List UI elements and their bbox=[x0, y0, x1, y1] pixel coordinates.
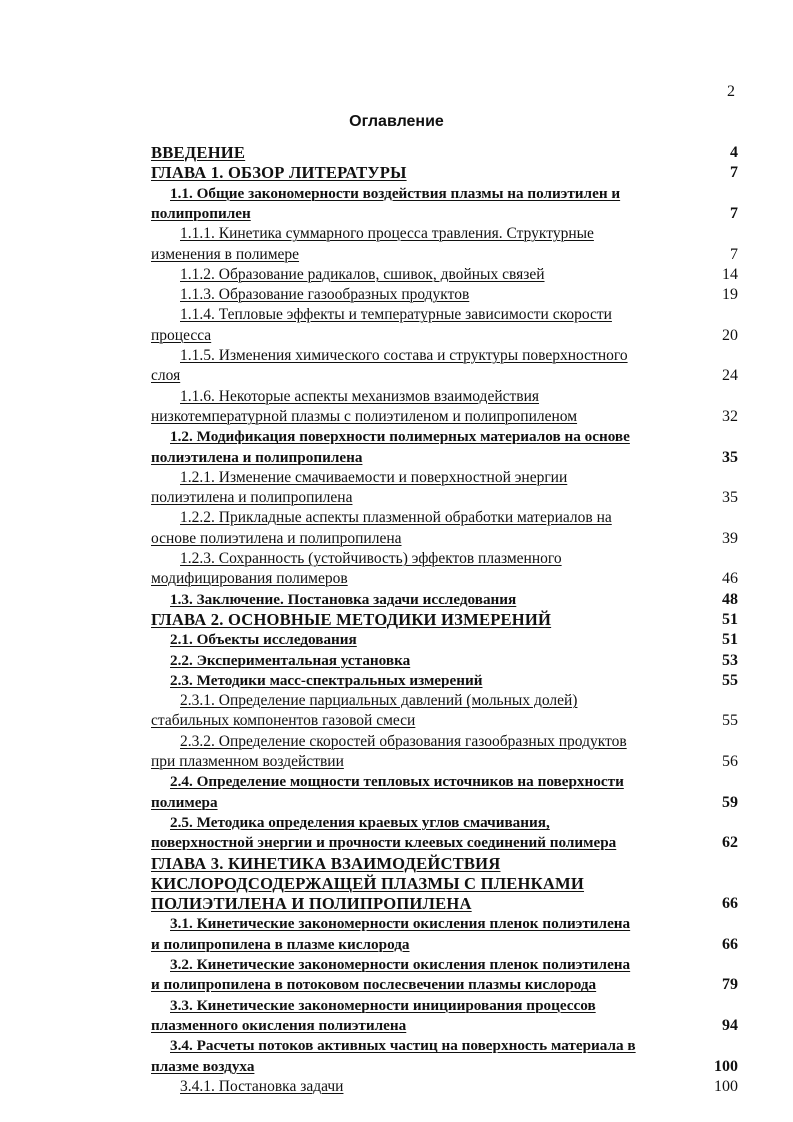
toc-line bbox=[0, 671, 793, 691]
toc-entry-text[interactable]: слоя bbox=[151, 367, 181, 385]
toc-entry-text[interactable]: 1.1.4. Тепловые эффекты и температурные зависимости скорости bbox=[180, 306, 612, 324]
toc-line bbox=[0, 711, 793, 731]
toc-entry-text[interactable]: полиэтилена и полипропилена bbox=[151, 489, 353, 507]
toc-line bbox=[0, 955, 793, 975]
toc-page-number: 32 bbox=[722, 407, 738, 425]
toc-line bbox=[0, 1077, 793, 1097]
toc-line bbox=[0, 387, 793, 407]
toc-page-number: 62 bbox=[722, 834, 738, 852]
toc-line bbox=[0, 448, 793, 468]
toc-entry-text[interactable]: КИСЛОРОДСОДЕРЖАЩЕЙ ПЛАЗМЫ С ПЛЕНКАМИ bbox=[151, 873, 585, 893]
toc-line bbox=[0, 975, 793, 995]
toc-entry-text[interactable]: и полипропилена в плазме кислорода bbox=[151, 935, 410, 953]
toc-entry-text[interactable]: 3.4. Расчеты потоков активных частиц на поверхность материала в bbox=[170, 1037, 636, 1055]
toc-line bbox=[0, 488, 793, 508]
toc-line bbox=[0, 793, 793, 813]
toc-entry-text[interactable]: ГЛАВА 1. ОБЗОР ЛИТЕРАТУРЫ bbox=[151, 163, 407, 183]
toc-page-number: 79 bbox=[722, 976, 738, 994]
toc-entry-text[interactable]: 1.1.6. Некоторые аспекты механизмов взаимодействия bbox=[180, 387, 540, 405]
toc-line bbox=[0, 163, 793, 183]
toc-page-number: 46 bbox=[722, 570, 738, 588]
toc-line bbox=[0, 813, 793, 833]
toc-line bbox=[0, 346, 793, 366]
toc-entry-text[interactable]: 1.1.5. Изменения химического состава и структуры поверхностного bbox=[180, 347, 628, 364]
toc-page-number: 14 bbox=[722, 265, 738, 283]
toc-line bbox=[0, 1016, 793, 1036]
toc-entry-text[interactable]: модифицирования полимеров bbox=[151, 570, 348, 588]
toc-page-number: 7 bbox=[730, 204, 738, 222]
toc-line bbox=[0, 326, 793, 346]
toc-page-number: 35 bbox=[722, 489, 738, 507]
toc-entry-text[interactable]: ПОЛИЭТИЛЕНА И ПОЛИПРОПИЛЕНА bbox=[151, 894, 472, 914]
toc-entry-text[interactable]: 3.4.1. Постановка задачи bbox=[180, 1077, 344, 1095]
toc-line bbox=[0, 752, 793, 772]
toc-line bbox=[0, 996, 793, 1016]
toc-page-number: 51 bbox=[722, 610, 738, 628]
toc-line bbox=[0, 1036, 793, 1056]
toc-line bbox=[0, 285, 793, 305]
toc-entry-text[interactable]: стабильных компонентов газовой смеси bbox=[151, 712, 416, 730]
toc-entry-text[interactable]: 1.2.3. Сохранность (устойчивость) эффектов плазменного bbox=[180, 550, 562, 567]
toc-line bbox=[0, 894, 793, 914]
toc-entry-text[interactable]: 3.3. Кинетические закономерности инициирования процессов bbox=[170, 996, 596, 1014]
toc-entry-text[interactable]: 1.1.2. Образование радикалов, сшивок, двойных связей bbox=[180, 265, 545, 283]
toc-line bbox=[0, 305, 793, 325]
toc-entry-text[interactable]: полимера bbox=[151, 793, 218, 811]
toc-entry-text[interactable]: 1.1.1. Кинетика суммарного процесса травления. Структурные bbox=[180, 225, 594, 243]
toc-line bbox=[0, 366, 793, 386]
toc-entry-text[interactable]: ГЛАВА 2. ОСНОВНЫЕ МЕТОДИКИ ИЗМЕРЕНИЙ bbox=[151, 609, 552, 629]
toc-page-number: 24 bbox=[722, 367, 738, 385]
toc-page-number: 19 bbox=[722, 286, 738, 304]
toc-line bbox=[0, 224, 793, 244]
toc-entry-text[interactable]: плазменного окисления полиэтилена bbox=[151, 1016, 407, 1034]
toc-entry-text[interactable]: при плазменном воздействии bbox=[151, 753, 344, 770]
toc-page-number: 48 bbox=[722, 590, 738, 608]
toc-line bbox=[0, 265, 793, 285]
toc-line bbox=[0, 143, 793, 163]
toc-entry-text[interactable]: 2.1. Объекты исследования bbox=[170, 631, 357, 649]
toc-line bbox=[0, 529, 793, 549]
toc-page-number: 51 bbox=[722, 631, 738, 649]
toc-entry-text[interactable]: 1.1. Общие закономерности воздействия плазмы на полиэтилен и bbox=[170, 184, 621, 202]
toc-line bbox=[0, 914, 793, 934]
toc-page-number: 35 bbox=[722, 448, 738, 466]
toc-line bbox=[0, 468, 793, 488]
toc-entry-text[interactable]: полиэтилена и полипропилена bbox=[151, 448, 363, 466]
toc-page-number: 59 bbox=[722, 793, 738, 811]
toc-entry-text[interactable]: изменения в полимере bbox=[151, 245, 300, 263]
toc-line bbox=[0, 874, 793, 894]
toc-page-number: 7 bbox=[730, 164, 738, 182]
toc-line bbox=[0, 935, 793, 955]
toc-line bbox=[0, 508, 793, 528]
toc-page-number: 55 bbox=[722, 671, 738, 689]
toc-page-number: 66 bbox=[722, 895, 738, 913]
toc-entry-text[interactable]: 3.1. Кинетические закономерности окисления пленок полиэтилена bbox=[170, 915, 631, 933]
toc-entry-text[interactable]: низкотемпературной плазмы с полиэтиленом и полипропиленом bbox=[151, 407, 578, 425]
toc-line bbox=[0, 549, 793, 569]
toc-line bbox=[0, 732, 793, 752]
toc-entry-text[interactable]: 1.1.3. Образование газообразных продуктов bbox=[180, 286, 470, 304]
toc-entry-text[interactable]: и полипропилена в потоковом послесвечении плазмы кислорода bbox=[151, 976, 597, 994]
toc-entry-text[interactable]: плазме воздуха bbox=[151, 1057, 255, 1075]
toc-line bbox=[0, 427, 793, 447]
toc-page-number: 55 bbox=[722, 712, 738, 730]
toc-page-number: 53 bbox=[722, 651, 738, 669]
toc-entry-text[interactable]: 2.4. Определение мощности тепловых источников на поверхности bbox=[170, 773, 624, 791]
toc-entry-text[interactable]: полипропилен bbox=[151, 204, 251, 222]
toc-page-number: 7 bbox=[730, 245, 738, 263]
toc-entry-text[interactable]: 1.3. Заключение. Постановка задачи исследования bbox=[170, 590, 517, 608]
toc-line bbox=[0, 590, 793, 610]
toc-page-number: 66 bbox=[722, 935, 738, 953]
toc-page-number: 100 bbox=[714, 1057, 738, 1075]
toc-page-number: 56 bbox=[722, 753, 738, 770]
toc-line bbox=[0, 833, 793, 853]
toc-entry-text[interactable]: 2.5. Методика определения краевых углов смачивания, bbox=[170, 813, 550, 831]
toc-entry-text[interactable]: поверхностной энергии и прочности клеевых соединений полимера bbox=[151, 834, 617, 852]
toc-page-number: 4 bbox=[730, 144, 738, 161]
toc-page-number: 94 bbox=[722, 1016, 738, 1034]
toc-line bbox=[0, 691, 793, 711]
toc-page-number: 39 bbox=[722, 529, 738, 547]
toc-entry-text[interactable]: 2.2. Экспериментальная установка bbox=[170, 651, 411, 669]
page-title: Оглавление bbox=[349, 113, 444, 130]
toc-entry-text[interactable]: 3.2. Кинетические закономерности окисления пленок полиэтилена bbox=[170, 956, 631, 973]
toc-entry-text[interactable]: 2.3.1. Определение парциальных давлений (мольных долей) bbox=[180, 692, 578, 710]
toc-line bbox=[0, 630, 793, 650]
toc-page-number: 100 bbox=[714, 1077, 738, 1095]
toc-entry-text[interactable]: 1.2.1. Изменение смачиваемости и поверхностной энергии bbox=[180, 468, 568, 486]
toc-line bbox=[0, 407, 793, 427]
toc-page-number: 20 bbox=[722, 326, 738, 344]
toc-line bbox=[0, 204, 793, 224]
toc-line bbox=[0, 245, 793, 265]
toc-entry-text[interactable]: ГЛАВА 3. КИНЕТИКА ВЗАИМОДЕЙСТВИЯ bbox=[151, 853, 501, 873]
toc-line bbox=[0, 184, 793, 204]
toc-entry-text[interactable]: 2.3.2. Определение скоростей образования газообразных продуктов bbox=[180, 732, 627, 750]
toc-line bbox=[0, 1057, 793, 1077]
toc-line bbox=[0, 651, 793, 671]
toc-entry-text[interactable]: 2.3. Методики масс-спектральных измерений bbox=[170, 671, 483, 689]
toc-entry-text[interactable]: ВВЕДЕНИЕ bbox=[151, 143, 246, 162]
toc-line bbox=[0, 569, 793, 589]
toc-line bbox=[0, 610, 793, 630]
toc-entry-text[interactable]: основе полиэтилена и полипропилена bbox=[151, 529, 402, 547]
toc-line bbox=[0, 854, 793, 874]
toc-line bbox=[0, 772, 793, 792]
toc-entry-text[interactable]: 1.2.2. Прикладные аспекты плазменной обработки материалов на bbox=[180, 509, 612, 527]
toc-entry-text[interactable]: 1.2. Модификация поверхности полимерных материалов на основе bbox=[170, 428, 630, 446]
toc-entry-text[interactable]: процесса bbox=[151, 326, 212, 344]
page-number: 2 bbox=[727, 83, 735, 100]
